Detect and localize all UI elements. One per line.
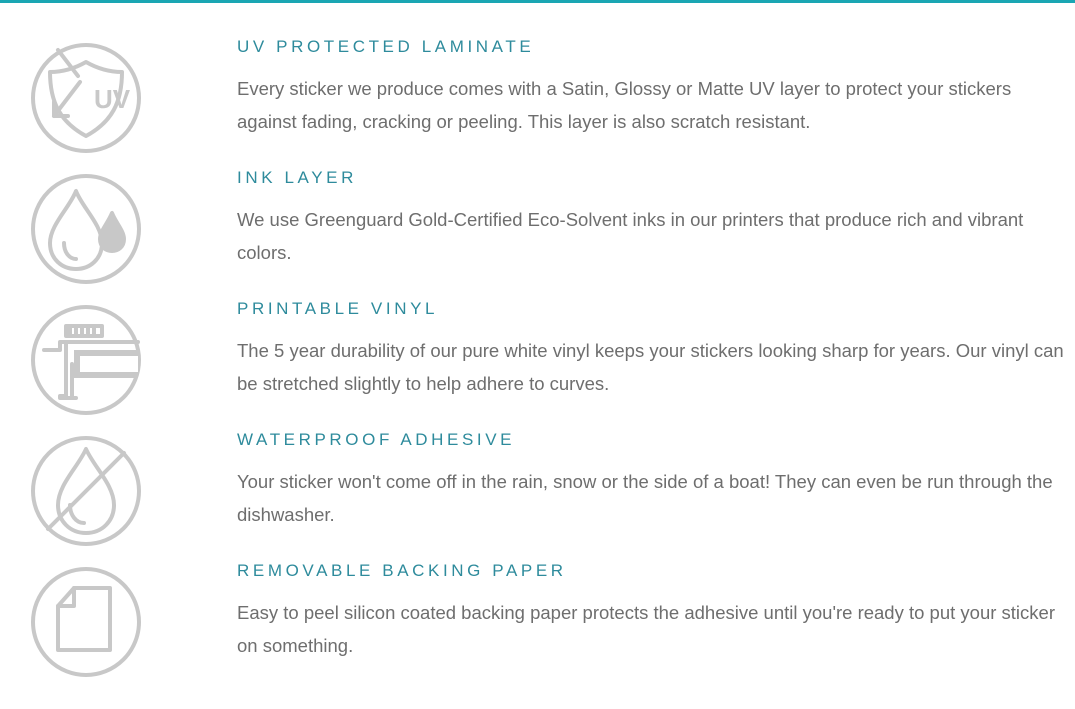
feature-description: The 5 year durability of our pure white vinyl keeps your stickers looking sharp for years. Our vinyl can be stretched slightly to help adhere to curves. — [237, 340, 1064, 394]
feature-uv-protected-laminate — [0, 0, 1075, 131]
feature-description: Easy to peel silicon coated backing paper protects the adhesive until you're ready to put your sticker on something. — [237, 602, 1055, 656]
feature-title: REMOVABLE BACKING PAPER — [237, 561, 567, 580]
feature-description: Your sticker won't come off in the rain, snow or the side of a boat! They can even be run through the dishwasher. — [237, 471, 1053, 525]
feature-title: PRINTABLE VINYL — [237, 299, 439, 318]
peeling-paper-icon — [30, 566, 142, 678]
feature-removable-backing-paper — [0, 524, 1075, 655]
feature-description: Every sticker we produce comes with a Satin, Glossy or Matte UV layer to protect your stickers against fading, cracking or peeling. This layer is also scratch resistant. — [237, 78, 1012, 132]
svg-text:UV: UV — [94, 84, 131, 114]
feature-waterproof-adhesive — [0, 393, 1075, 524]
feature-title: UV PROTECTED LAMINATE — [237, 37, 535, 56]
feature-description: We use Greenguard Gold-Certified Eco-Solvent inks in our printers that produce rich and vibrant colors. — [237, 209, 1024, 263]
feature-ink-layer — [0, 131, 1075, 262]
feature-printable-vinyl — [0, 262, 1075, 393]
feature-title: INK LAYER — [237, 168, 357, 187]
feature-title: WATERPROOF ADHESIVE — [237, 430, 516, 449]
